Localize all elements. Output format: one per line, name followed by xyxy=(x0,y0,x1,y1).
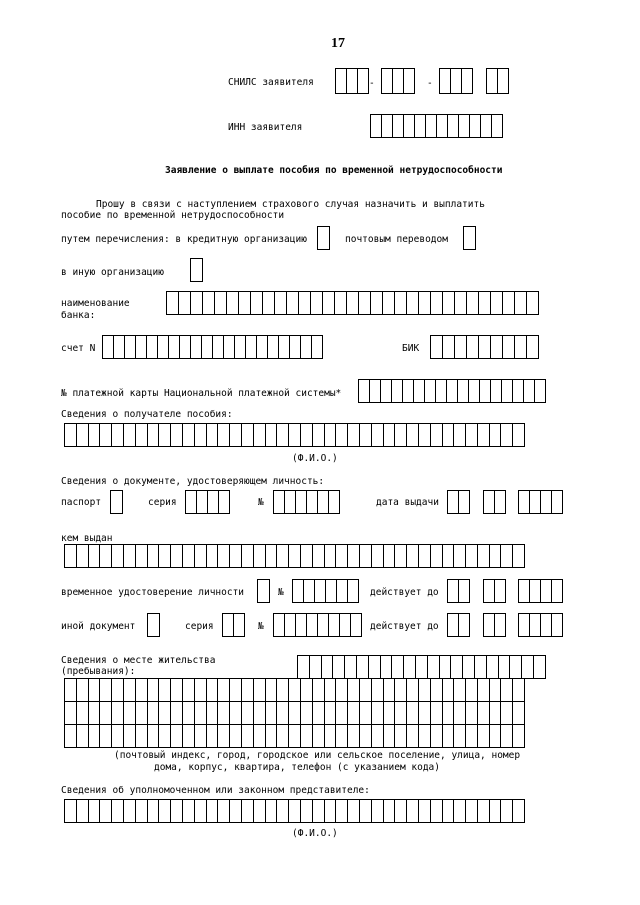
number-sign-3: № xyxy=(258,621,264,632)
char-cell[interactable] xyxy=(526,335,539,359)
bik-field[interactable] xyxy=(430,335,539,359)
char-cell[interactable] xyxy=(533,655,546,679)
number-sign: № xyxy=(258,497,264,508)
temp-id-label: временное удостоверение личности xyxy=(61,587,245,598)
payment-by-label: путем перечисления: в кредитную организацию xyxy=(61,234,307,245)
fio-caption-2: (Ф.И.О.) xyxy=(292,828,338,839)
series-label: серия xyxy=(148,497,177,508)
other-org-label: в иную организацию xyxy=(61,267,164,278)
char-cell[interactable] xyxy=(534,379,546,403)
issue-date-year[interactable] xyxy=(518,490,563,514)
recipient-label: Сведения о получателе пособия: xyxy=(61,409,233,420)
char-cell[interactable] xyxy=(551,613,563,637)
char-cell[interactable] xyxy=(461,68,473,94)
card-label: № платежной карты Национальной платежной системы* xyxy=(61,388,342,399)
char-cell[interactable] xyxy=(147,613,160,637)
issue-date-label: дата выдачи xyxy=(376,497,439,508)
issue-date-month[interactable] xyxy=(483,490,506,514)
char-cell[interactable] xyxy=(551,490,563,514)
request-line-1: Прошу в связи с наступлением страхового случая назначить и выплатить xyxy=(96,199,485,210)
residence-grid-row[interactable] xyxy=(64,701,525,725)
series-label-2: серия xyxy=(185,621,214,632)
char-cell[interactable] xyxy=(403,68,415,94)
residence-grid-row[interactable] xyxy=(64,724,525,748)
char-cell[interactable] xyxy=(512,799,525,823)
number-sign-2: № xyxy=(278,587,284,598)
issue-date-day[interactable] xyxy=(447,490,470,514)
passport-checkbox[interactable] xyxy=(110,490,123,514)
char-cell[interactable] xyxy=(512,701,525,725)
char-cell[interactable] xyxy=(512,423,525,447)
snils-group-1[interactable] xyxy=(335,68,369,94)
inn-label: ИНН заявителя xyxy=(228,122,303,133)
char-cell[interactable] xyxy=(491,114,503,138)
account-label: счет N xyxy=(61,343,96,354)
char-cell[interactable] xyxy=(350,613,362,637)
char-cell[interactable] xyxy=(458,579,470,603)
passport-label: паспорт xyxy=(61,497,102,508)
passport-number-field[interactable] xyxy=(273,490,340,514)
char-cell[interactable] xyxy=(494,613,506,637)
snils-group-4[interactable] xyxy=(486,68,509,94)
char-cell[interactable] xyxy=(512,678,525,702)
snils-group-3[interactable] xyxy=(439,68,473,94)
char-cell[interactable] xyxy=(497,68,509,94)
rep-fio-field[interactable] xyxy=(64,799,525,823)
other-doc-checkbox[interactable] xyxy=(147,613,160,637)
bank-name-label-1: наименование xyxy=(61,298,130,309)
valid-until-label: действует до xyxy=(370,587,439,598)
residence-label-2: (пребывания): xyxy=(61,666,136,677)
page-number: 17 xyxy=(331,36,345,51)
residence-grid-row[interactable] xyxy=(64,678,525,702)
postal-transfer-checkbox[interactable] xyxy=(463,226,476,250)
form-title: Заявление о выплате пособия по временной нетрудоспособности xyxy=(165,165,503,176)
char-cell[interactable] xyxy=(494,579,506,603)
char-cell[interactable] xyxy=(311,335,323,359)
recipient-fio-field[interactable] xyxy=(64,423,525,447)
request-line-2: пособие по временной нетрудоспособности xyxy=(61,210,285,221)
temp-id-checkbox[interactable] xyxy=(257,579,270,603)
passport-series-field[interactable] xyxy=(185,490,230,514)
char-cell[interactable] xyxy=(458,490,470,514)
char-cell[interactable] xyxy=(257,579,270,603)
char-cell[interactable] xyxy=(494,490,506,514)
valid-until-year[interactable] xyxy=(518,579,563,603)
residence-label-1: Сведения о месте жительства xyxy=(61,655,216,666)
postal-transfer-label: почтовым переводом xyxy=(345,234,448,245)
char-cell[interactable] xyxy=(110,490,123,514)
char-cell[interactable] xyxy=(328,490,340,514)
doc-label: Сведения о документе, удостоверяющем личность: xyxy=(61,476,325,487)
bank-name-field[interactable] xyxy=(166,291,539,315)
char-cell[interactable] xyxy=(463,226,476,250)
valid-until-day[interactable] xyxy=(447,579,470,603)
valid-until-month[interactable] xyxy=(483,579,506,603)
snils-group-2[interactable] xyxy=(381,68,415,94)
char-cell[interactable] xyxy=(218,490,230,514)
credit-org-checkbox[interactable] xyxy=(317,226,330,250)
other-doc-valid-day[interactable] xyxy=(447,613,470,637)
other-doc-valid-month[interactable] xyxy=(483,613,506,637)
char-cell[interactable] xyxy=(458,613,470,637)
char-cell[interactable] xyxy=(512,544,525,568)
char-cell[interactable] xyxy=(190,258,203,282)
char-cell[interactable] xyxy=(357,68,369,94)
char-cell[interactable] xyxy=(512,724,525,748)
fio-caption: (Ф.И.О.) xyxy=(292,453,338,464)
issued-by-label: кем выдан xyxy=(61,533,113,544)
char-cell[interactable] xyxy=(233,613,245,637)
rep-label: Сведения об уполномоченном или законном представителе: xyxy=(61,785,370,796)
char-cell[interactable] xyxy=(526,291,539,315)
other-org-checkbox[interactable] xyxy=(190,258,203,282)
bik-label: БИК xyxy=(402,343,420,354)
other-doc-label: иной документ xyxy=(61,621,136,632)
other-doc-series-field[interactable] xyxy=(222,613,245,637)
other-doc-number-field[interactable] xyxy=(273,613,362,637)
bank-name-label-2: банка: xyxy=(61,310,96,321)
snils-label: СНИЛС заявителя xyxy=(228,77,314,88)
card-field[interactable] xyxy=(358,379,546,403)
char-cell[interactable] xyxy=(347,579,359,603)
residence-field-row-1[interactable] xyxy=(297,655,546,679)
account-field[interactable] xyxy=(102,335,323,359)
residence-address-grid[interactable] xyxy=(64,678,525,748)
temp-id-number-field[interactable] xyxy=(292,579,359,603)
issued-by-field[interactable] xyxy=(64,544,525,568)
valid-until-label-2: действует до xyxy=(370,621,439,632)
address-note-1: (почтовый индекс, город, городское или сельское поселение, улица, номер xyxy=(114,750,521,761)
char-cell[interactable] xyxy=(317,226,330,250)
inn-field[interactable] xyxy=(370,114,503,138)
char-cell[interactable] xyxy=(551,579,563,603)
address-note-2: дома, корпус, квартира, телефон (с указанием кода) xyxy=(154,762,440,773)
other-doc-valid-year[interactable] xyxy=(518,613,563,637)
